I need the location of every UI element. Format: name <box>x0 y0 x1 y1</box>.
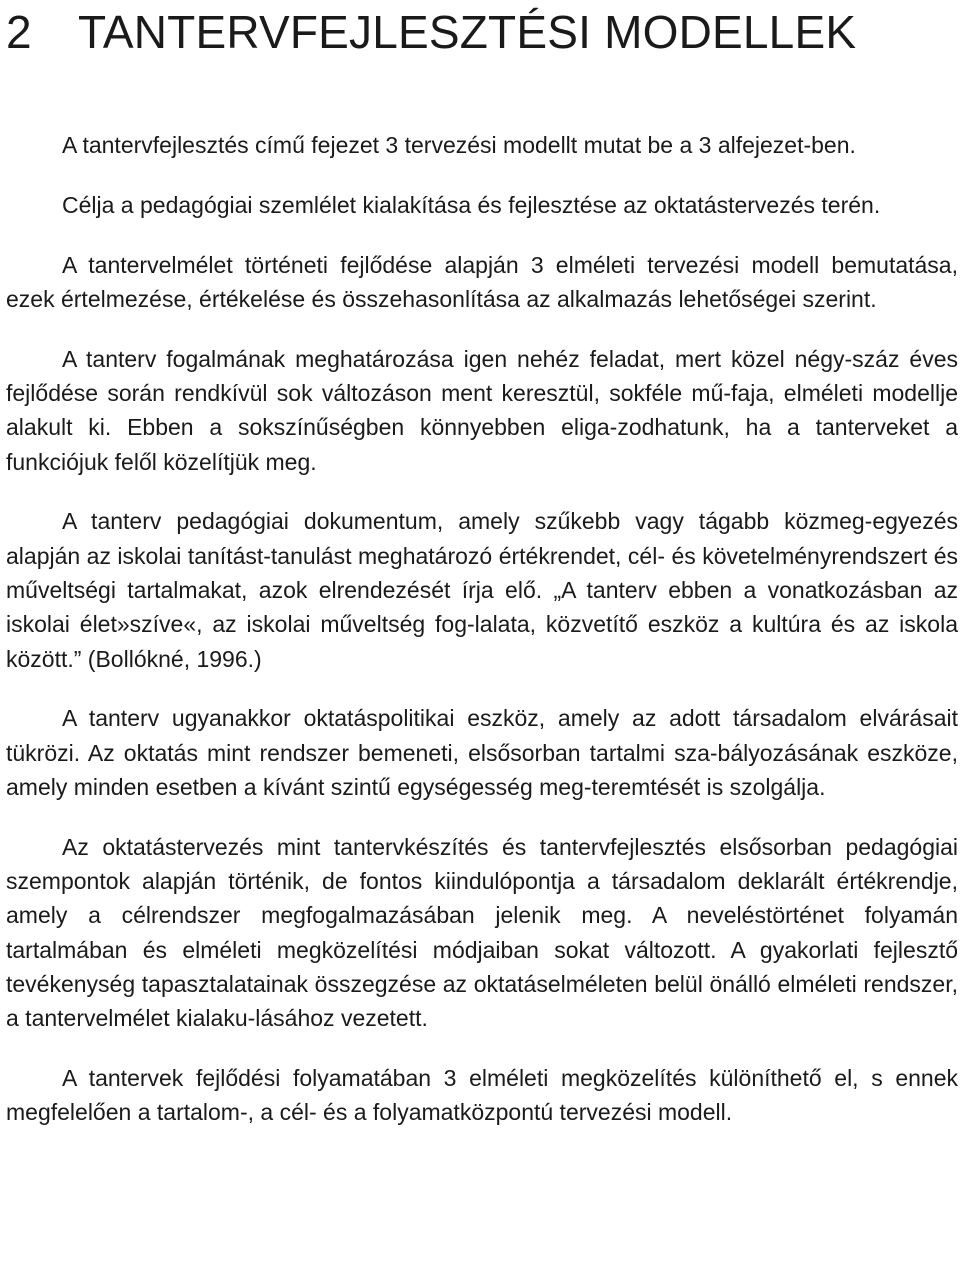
chapter-title: TANTERVFEJLESZTÉSI MODELLEK <box>78 6 857 58</box>
paragraph-intro: A tantervfejlesztés című fejezet 3 tervezési modellt mutat be a 3 alfejezet-ben. <box>62 132 856 158</box>
paragraph-pedagogical-document: A tanterv pedagógiai dokumentum, amely szűkebb vagy tágabb közmeg-egyezés alapján az iskolai tanítást-tanulást meghatározó értékrendet, cél- és követelményrendszert és műveltségi tartalmakat, azok elrendezését írja elő. „A tanterv ebben a vonatkozásban az iskolai élet»szíve«, az iskolai műveltség fog-lalata, közvetítő eszköz a kultúra és az iskola között.” (Bollókné, 1996.) <box>6 508 958 672</box>
paragraph-policy-tool: A tanterv ugyanakkor oktatáspolitikai eszköz, amely az adott társadalom elvárásait tükrözi. Az oktatás mint rendszer bemeneti, elsősorban tartalmi sza-bályozásának eszköze, amely minden esetben a kívánt szintű egységesség meg-teremtését is szolgálja. <box>6 705 958 800</box>
chapter-heading <box>6 0 958 62</box>
chapter-body <box>6 128 958 1130</box>
document-page <box>6 0 958 1130</box>
paragraph-theory-models: A tantervelmélet történeti fejlődése alapján 3 elméleti tervezési modell bemutatása, ezek értelmezése, értékelése és összehasonlítása az alkalmazás lehetőségei szerint. <box>6 251 958 312</box>
paragraph-curriculum-definition: A tanterv fogalmának meghatározása igen nehéz feladat, mert közel négy-száz éves fejlődése során rendkívül sok változáson ment keresztül, sokféle mű-faja, elméleti modellje alakult ki. Ebben a sokszínűségben könnyebben eliga-zodhatunk, ha a tanterveket a funkciójuk felől közelítjük meg. <box>6 345 958 475</box>
chapter-number: 2 <box>6 6 32 58</box>
paragraph-three-approaches: A tantervek fejlődési folyamatában 3 elméleti megközelítés különíthető el, s ennek megfelelően a tartalom-, a cél- és a folyamatközpontú tervezési modell. <box>6 1065 958 1126</box>
paragraph-education-planning: Az oktatástervezés mint tantervkészítés és tantervfejlesztés elsősorban pedagógiai szempontok alapján történik, de fontos kiindulópontja a társadalom deklarált értékrendje, amely a célrendszer megfogalmazásában jelenik meg. A neveléstörténet folyamán tartalmában és elméleti megközelítési módjaiban sokat változott. A gyakorlati fejlesztő tevékenység tapasztalatainak összegzése az oktatáselméleten belül önálló elméleti rendszer, a tantervelmélet kialaku-lásához vezetett. <box>6 833 958 1032</box>
paragraph-goal: Célja a pedagógiai szemlélet kialakítása és fejlesztése az oktatástervezés terén. <box>62 191 881 218</box>
